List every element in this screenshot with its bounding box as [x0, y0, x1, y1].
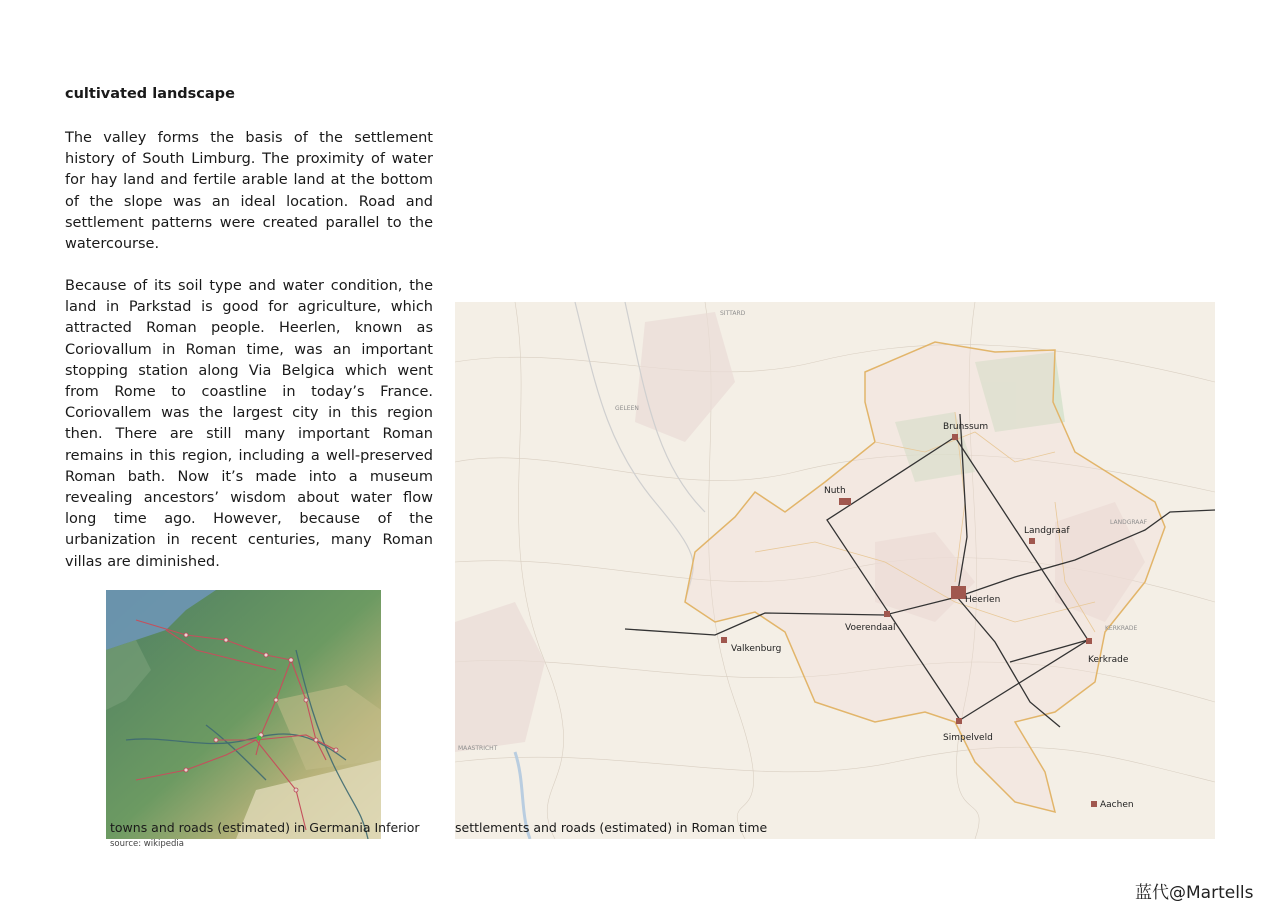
map-label-kerkrade-caps: KERKRADE [1105, 625, 1138, 632]
town-label-kerkrade: Kerkrade [1088, 655, 1129, 665]
paragraph-valley: The valley forms the basis of the settlement history of South Limburg. The proximity of water for hay land and fertile arable land at the bottom of the slope was an ideal location. Road and settlement patterns were created parallel to the watercourse. [65, 130, 433, 253]
town-label-voerendaal: Voerendaal [845, 623, 896, 633]
left-figure-caption: towns and roads (estimated) in Germania Inferior [110, 820, 420, 835]
town-label-brunssum: Brunssum [943, 422, 989, 432]
watermark: 蓝代@Martells [1135, 883, 1254, 903]
town-label-heerlen: Heerlen [965, 595, 1001, 605]
parkstad-map-graphic [455, 302, 1215, 839]
town-label-aachen: Aachen [1100, 800, 1134, 810]
town-label-nuth: Nuth [824, 486, 846, 496]
map-label-maastricht: MAASTRICHT [458, 745, 498, 752]
right-figure-caption: settlements and roads (estimated) in Roman time [455, 820, 768, 835]
left-figure-source: source: wikipedia [110, 839, 184, 849]
map-label-geleen: GELEEN [615, 405, 639, 412]
paragraph-parkstad: Because of its soil type and water condition, the land in Parkstad is good for agriculture, which attracted Roman people. Heerlen, known as Coriovallum in Roman time, was an important stopping station along Via Belgica which went from Rome to coastline in today’s France. Coriovallem was the largest city in this region then. There are still many important Roman remains in this region, including a well-preserved Roman bath. Now it’s made into a museum revealing ancestors’ wisdom about water flow long time ago. However, because of the urbanization in recent centuries, many Roman villas are diminished. [65, 278, 433, 570]
map-label-landgraaf-caps: LANDGRAAF [1110, 519, 1148, 526]
germania-inferior-map [106, 590, 381, 839]
section-heading: cultivated landscape [65, 86, 235, 102]
map-label-sittard: SITTARD [720, 310, 746, 317]
town-label-simpelveld: Simpelveld [943, 733, 993, 743]
town-label-landgraaf: Landgraaf [1024, 526, 1070, 536]
parkstad-roman-map [455, 302, 1215, 839]
town-label-valkenburg: Valkenburg [731, 644, 782, 654]
germania-map-graphic [106, 590, 381, 839]
